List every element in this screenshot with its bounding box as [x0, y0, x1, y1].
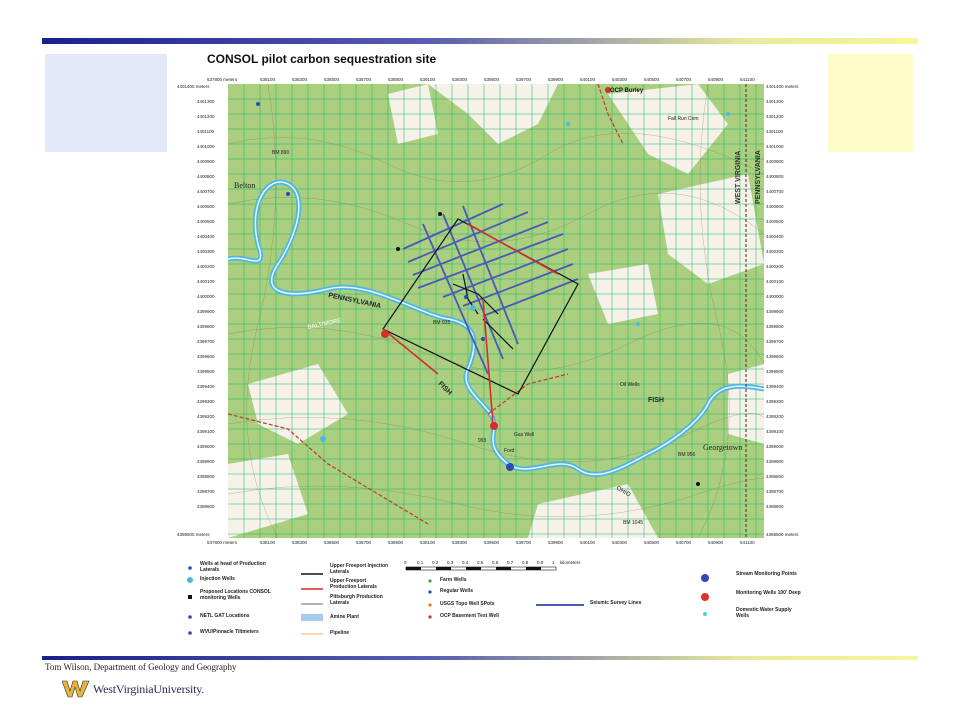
x-tick: 540700 — [676, 77, 692, 82]
scale-unit: kilometers — [560, 560, 581, 565]
scale-tick: 0 — [404, 560, 407, 565]
y-tick: 4399000 — [197, 444, 215, 449]
y-tick: 4400300 — [766, 249, 784, 254]
y-tick: 4399500 — [197, 369, 215, 374]
legend-seismic-symbol — [536, 602, 584, 608]
x-tick: 540300 — [612, 77, 628, 82]
y-tick: 4400100 — [766, 279, 784, 284]
y-tick: 4399000 — [766, 444, 784, 449]
y-tick: 4400900 — [197, 159, 215, 164]
label-ford: Ford — [504, 448, 515, 454]
map-title: CONSOL pilot carbon sequestration site — [207, 52, 437, 66]
slide-credit: Tom Wilson, Department of Geology and Geography — [45, 662, 237, 672]
legend-item: Domestic Water Supply Wells — [736, 607, 792, 619]
scale-tick: 0.3 — [447, 560, 454, 565]
y-tick: 4399400 — [197, 384, 215, 389]
y-tick: 4399500 — [766, 369, 784, 374]
y-tick: 4398900 — [766, 459, 784, 464]
y-tick: 4398800 — [766, 474, 784, 479]
y-tick: 4399400 — [766, 384, 784, 389]
x-tick: 539300 — [452, 77, 468, 82]
x-tick: 540300 — [612, 540, 628, 545]
y-tick: 4401400 meters — [766, 84, 799, 89]
y-tick: 4400300 — [197, 249, 215, 254]
wvu-logo — [62, 676, 204, 702]
y-tick: 4400800 — [766, 174, 784, 179]
y-tick: 4400500 — [197, 219, 215, 224]
label-ohio: OHIO — [615, 485, 632, 499]
y-tick: 4400100 — [197, 279, 215, 284]
y-tick: 4398700 — [197, 489, 215, 494]
x-tick: 540100 — [580, 77, 596, 82]
x-tick: 538500 — [324, 77, 340, 82]
scale-tick: 1 — [552, 560, 555, 565]
x-tick: 539700 — [516, 540, 532, 545]
legend-item: Monitoring Wells 100' Deep — [736, 590, 801, 596]
label-bm1045: BM 1045 — [623, 520, 644, 526]
legend-item: Stream Monitoring Points — [736, 571, 797, 577]
wv-mark-icon — [62, 679, 90, 699]
legend-col1-symbols — [184, 564, 196, 644]
y-tick: 4401200 — [766, 114, 784, 119]
y-tick: 4401000 — [766, 144, 784, 149]
x-tick: 540900 — [708, 540, 724, 545]
label-bm890: BM 890 — [272, 150, 290, 156]
legend-col4-symbols — [696, 570, 714, 632]
y-tick: 4400200 — [197, 264, 215, 269]
legend-item: Farm Wells — [440, 577, 467, 583]
x-tick: 539100 — [420, 540, 436, 545]
legend-item: Proposed Locations CONSOL monitoring Wells — [200, 589, 271, 601]
legend-col2-symbols — [300, 564, 324, 644]
y-tick: 4399300 — [197, 399, 215, 404]
scale-tick: 0.6 — [492, 560, 499, 565]
corner-box-blue — [45, 54, 167, 152]
label-pennsylvania: PENNSYLVANIA — [755, 150, 762, 204]
x-tick: 538300 — [292, 540, 308, 545]
y-tick: 4400800 — [197, 174, 215, 179]
y-tick: 4399800 — [197, 324, 215, 329]
x-tick: 538100 — [260, 77, 276, 82]
scale-tick: 0.9 — [537, 560, 544, 565]
legend-item: USGS Topo Well SPots — [440, 601, 495, 607]
y-tick: 4400700 — [766, 189, 784, 194]
y-tick: 4399700 — [197, 339, 215, 344]
legend-item: Wells at head of Production Laterals — [200, 561, 266, 573]
y-tick: 4398700 — [766, 489, 784, 494]
y-tick: 4400700 — [197, 189, 215, 194]
y-tick: 4400900 — [766, 159, 784, 164]
y-tick: 4400200 — [766, 264, 784, 269]
y-tick: 4398500 meters — [766, 532, 799, 537]
x-tick: 539900 — [548, 540, 564, 545]
y-tick: 4399900 — [766, 309, 784, 314]
x-tick: 538700 — [356, 540, 372, 545]
y-tick: 4399700 — [766, 339, 784, 344]
x-tick: 539100 — [420, 77, 436, 82]
y-tick: 4398800 — [197, 474, 215, 479]
x-tick: 537800 meters — [207, 77, 238, 82]
x-tick: 537800 meters — [207, 540, 238, 545]
y-tick: 4401100 — [766, 129, 784, 134]
legend-item: Upper Freeport Injection Laterals — [330, 563, 389, 575]
label-fall-run: Fall Run Cem — [668, 116, 699, 122]
legend-col3-symbols — [424, 576, 436, 628]
x-tick: 539500 — [484, 540, 500, 545]
x-tick: 541100 — [740, 77, 755, 82]
scale-tick: 0.7 — [507, 560, 514, 565]
y-tick: 4401000 — [197, 144, 215, 149]
x-tick: 538300 — [292, 77, 308, 82]
label-fish: FISH — [436, 380, 453, 397]
label-belton: Belton — [234, 181, 256, 190]
x-tick: 540100 — [580, 540, 596, 545]
corner-box-yellow — [828, 54, 913, 152]
y-tick: 4401400 meters — [177, 84, 210, 89]
y-tick: 4401200 — [197, 114, 215, 119]
x-tick: 541100 — [740, 540, 755, 545]
label-bm956: BM 956 — [678, 452, 696, 458]
x-tick: 540900 — [708, 77, 724, 82]
y-tick: 4400600 — [197, 204, 215, 209]
y-tick: 4398600 — [197, 504, 215, 509]
legend-item: NETL GAT Locations — [200, 613, 250, 619]
legend-item: Pittsburgh Production Laterals — [330, 594, 383, 606]
x-tick: 539700 — [516, 77, 532, 82]
label-gas-well: Gas Well — [514, 432, 535, 438]
legend-item: Regular Wells — [440, 588, 473, 594]
scale-tick: 0.2 — [432, 560, 439, 565]
y-tick: 4400400 — [197, 234, 215, 239]
scale-tick: 0.4 — [462, 560, 469, 565]
y-tick: 4399800 — [766, 324, 784, 329]
x-tick: 538900 — [388, 540, 404, 545]
label-ocp-burley: OCP Burley — [610, 88, 644, 94]
scale-tick: 0.1 — [417, 560, 424, 565]
y-tick: 4399100 — [197, 429, 215, 434]
y-tick: 4400000 — [766, 294, 784, 299]
y-tick: 4398900 — [197, 459, 215, 464]
wvu-logo-text: WestVirginiaUniversity. — [93, 681, 205, 696]
y-tick: 4399900 — [197, 309, 215, 314]
x-tick: 538100 — [260, 540, 276, 545]
legend-item: OCP Basement Test Well — [440, 613, 499, 619]
x-tick: 538900 — [388, 77, 404, 82]
label-oil-wells: Oil Wells — [620, 382, 640, 388]
y-tick: 4399200 — [197, 414, 215, 419]
y-tick: 4399200 — [766, 414, 784, 419]
label-west-virginia: WEST VIRGINIA — [735, 150, 742, 204]
legend-item: WVU/Pinnacle Tiltmeters — [200, 629, 259, 635]
y-tick: 4401100 — [197, 129, 215, 134]
x-tick: 540700 — [676, 540, 692, 545]
bottom-accent-bar — [42, 656, 918, 660]
topographic-map — [228, 84, 764, 538]
legend-item: Amine Plant — [330, 614, 359, 620]
y-tick: 4399600 — [197, 354, 215, 359]
y-tick: 4398500 meters — [177, 532, 210, 537]
scale-tick: 0.5 — [477, 560, 484, 565]
y-tick: 4401300 — [766, 99, 784, 104]
x-tick: 538700 — [356, 77, 372, 82]
label-fish-2: FISH — [648, 397, 664, 404]
label-baltimore: BALTIMORE — [307, 317, 342, 331]
y-tick: 4400400 — [766, 234, 784, 239]
label-georgetown: Georgetown — [703, 443, 743, 452]
x-tick: 539300 — [452, 540, 468, 545]
x-tick: 540500 — [644, 540, 660, 545]
x-tick: 540500 — [644, 77, 660, 82]
y-tick: 4399100 — [766, 429, 784, 434]
y-tick: 4400000 — [197, 294, 215, 299]
y-tick: 4399300 — [766, 399, 784, 404]
y-tick: 4398600 — [766, 504, 784, 509]
scale-tick: 0.8 — [522, 560, 529, 565]
y-tick: 4401300 — [197, 99, 215, 104]
label-993: 993 — [478, 438, 487, 444]
x-tick: 538500 — [324, 540, 340, 545]
legend-item: Pipeline — [330, 630, 350, 636]
legend-item: Seismic Survey Lines — [590, 600, 642, 606]
x-tick: 539500 — [484, 77, 500, 82]
y-tick: 4400600 — [766, 204, 784, 209]
y-tick: 4399600 — [766, 354, 784, 359]
x-tick: 539900 — [548, 77, 564, 82]
legend-item: Injection Wells — [200, 576, 235, 582]
legend-item: Upper Freeport Production Laterals — [330, 578, 377, 590]
y-tick: 4400500 — [766, 219, 784, 224]
label-pennsylvania-river: PENNSYLVANIA — [327, 292, 382, 311]
label-bm935: BM 935 — [433, 320, 451, 326]
